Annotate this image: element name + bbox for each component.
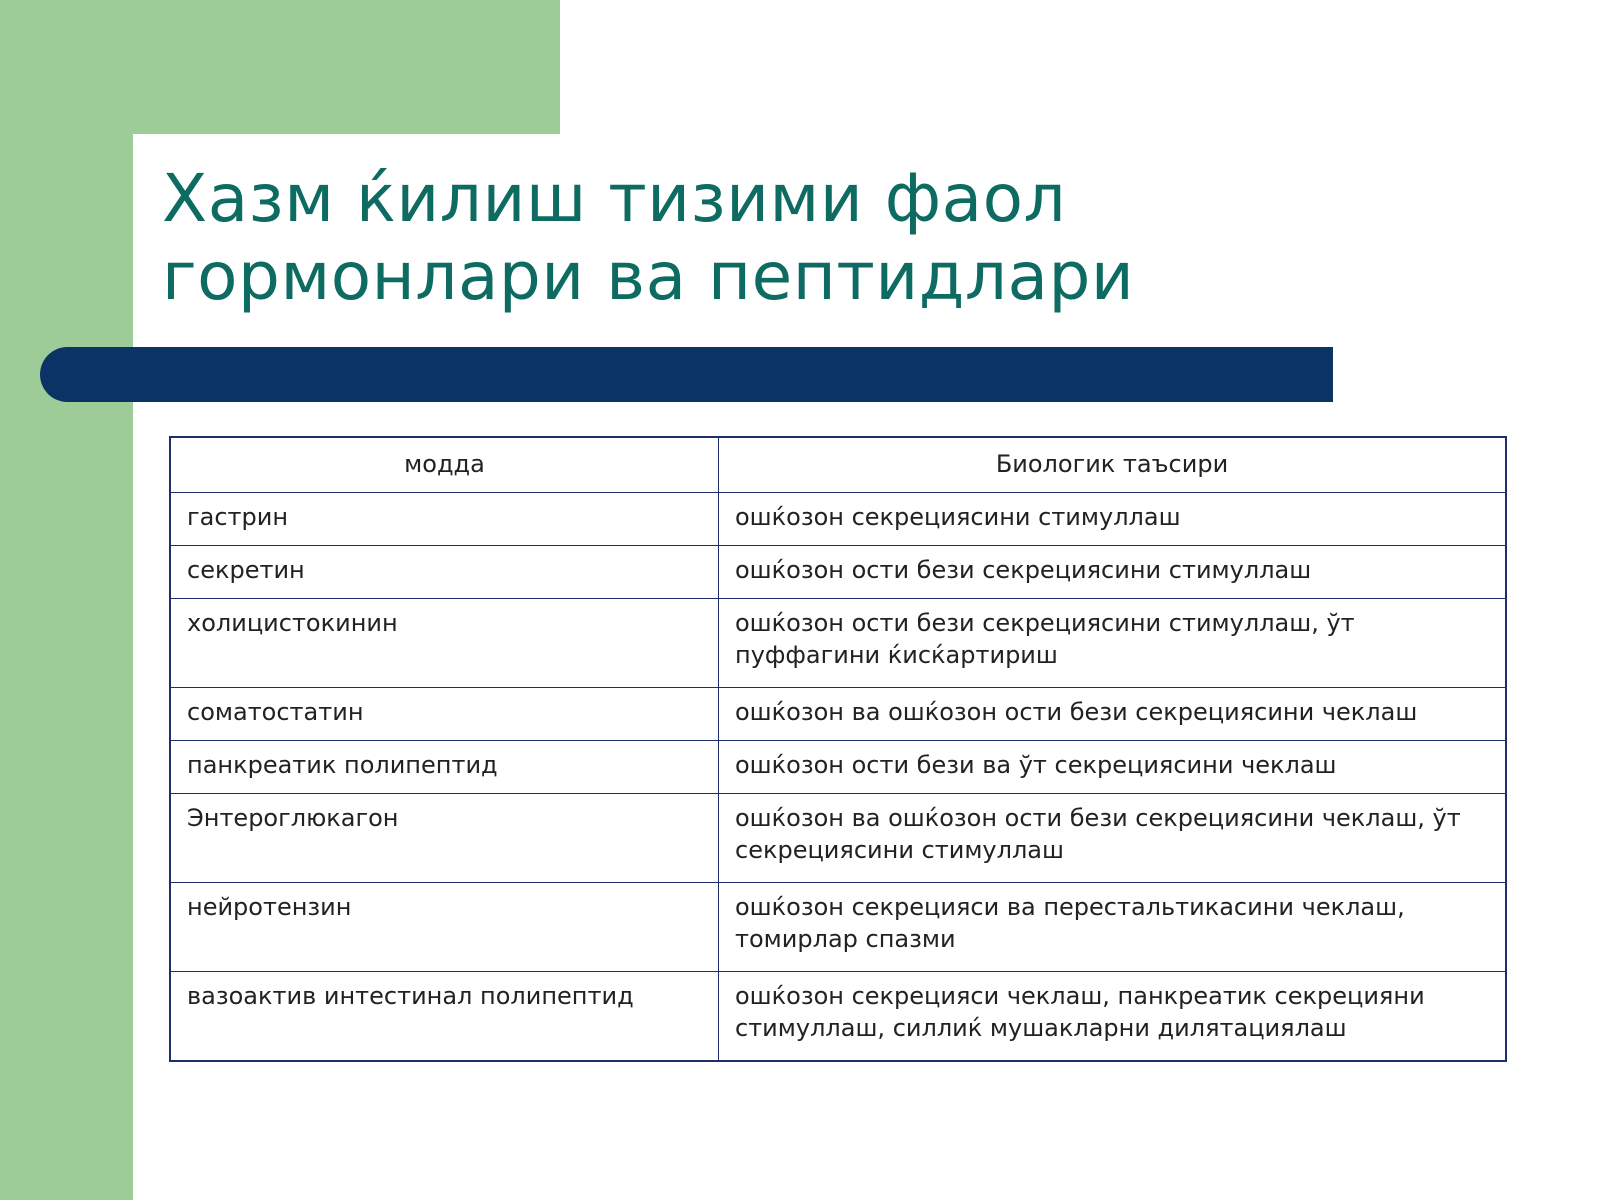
cell-effect: ошќозон ва ошќозон ости бези секрециясини чеклаш, ўт секрециясини стимуллаш — [719, 794, 1507, 883]
slide-title — [162, 160, 1362, 316]
table-row — [170, 688, 1506, 741]
cell-substance: соматостатин — [170, 688, 719, 741]
table-row — [170, 546, 1506, 599]
cell-substance: нейротензин — [170, 883, 719, 972]
slide-title-line-2: гормонлари ва пептидлари — [162, 238, 1135, 315]
cell-substance: Энтероглюкагон — [170, 794, 719, 883]
cell-effect: ошќозон ости бези ва ўт секрециясини чеклаш — [719, 741, 1507, 794]
header-substance: модда — [170, 437, 719, 493]
slide-title-line-1: Хазм ќилиш тизими фаол — [162, 160, 1067, 237]
cell-substance: вазоактив интестинал полипептид — [170, 972, 719, 1062]
table-row — [170, 883, 1506, 972]
table-row — [170, 972, 1506, 1062]
green-accent-left — [0, 0, 133, 1200]
cell-effect: ошќозон секрециясини стимуллаш — [719, 493, 1507, 546]
cell-substance: гастрин — [170, 493, 719, 546]
cell-effect: ошќозон ости бези секрециясини стимуллаш — [719, 546, 1507, 599]
cell-effect: ошќозон секрецияси чеклаш, панкреатик секрецияни стимуллаш, силлиќ мушакларни дилятациялаш — [719, 972, 1507, 1062]
cell-effect: ошќозон ва ошќозон ости бези секрециясини чеклаш — [719, 688, 1507, 741]
cell-substance: холицистокинин — [170, 599, 719, 688]
cell-effect: ошќозон ости бези секрециясини стимуллаш, ўт пуффагини ќисќартириш — [719, 599, 1507, 688]
table-row — [170, 794, 1506, 883]
cell-effect: ошќозон секрецияси ва перестальтикасини чеклаш, томирлар спазми — [719, 883, 1507, 972]
cell-substance: секретин — [170, 546, 719, 599]
table-header-row — [170, 437, 1506, 493]
cell-substance: панкреатик полипептид — [170, 741, 719, 794]
hormones-table — [169, 436, 1507, 1062]
title-divider-bar — [40, 347, 1333, 402]
table-row — [170, 599, 1506, 688]
table-row — [170, 493, 1506, 546]
header-effect: Биологик таъсири — [719, 437, 1507, 493]
table-row — [170, 741, 1506, 794]
